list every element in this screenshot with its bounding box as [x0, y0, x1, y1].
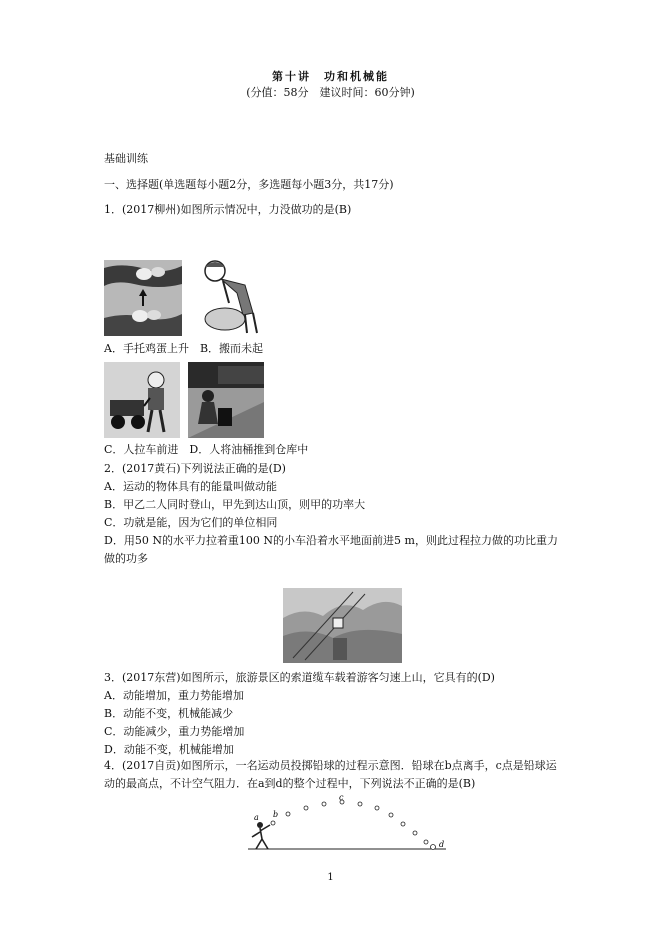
q3-option-b: B．动能不变，机械能减少 — [104, 707, 234, 720]
q3-option-a: A．动能增加，重力势能增加 — [104, 689, 244, 702]
photo-cable-car — [283, 588, 402, 663]
cable-car-mountain-illustration — [283, 588, 402, 663]
page-number: 1 — [327, 872, 334, 883]
q4-stem-cont: 动的最高点，不计空气阻力．在a到d的整个过程中，下列说法不正确的是(B) — [104, 777, 476, 790]
q2-option-a: A．运动的物体具有的能量叫做动能 — [104, 480, 277, 493]
q2-option-c: C．功就是能，因为它们的单位相同 — [104, 516, 278, 529]
person-lifting-rock-illustration — [193, 257, 263, 336]
q3-option-d: D．动能不变，机械能增加 — [104, 743, 234, 756]
q1-caption-ab: A．手托鸡蛋上升 B．搬而未起 — [104, 342, 264, 355]
q1-stem: 1．(2017柳州)如图所示情况中，力没做功的是(B) — [104, 203, 352, 216]
photo-hands-eggs — [104, 260, 182, 336]
page-title: 第十讲 功和机械能 — [272, 70, 389, 83]
q2-option-d-cont: 做的功多 — [104, 552, 148, 565]
section-heading: 基础训练 — [104, 152, 148, 165]
athlete-head — [257, 822, 263, 828]
q4-stem: 4．(2017自贡)如图所示，一名运动员投掷铅球的过程示意图．铅球在b点离手，c点是铅球运 — [104, 759, 557, 772]
photo-pull-cart — [104, 362, 180, 438]
shot-put-diagram — [240, 795, 450, 857]
q2-option-d: D．用50 N的水平力拉着重100 N的小车沿着水平地面前进5 m，则此过程拉力做的功比重力 — [104, 534, 558, 547]
photo-lift-rock — [193, 257, 263, 336]
q3-option-c: C．动能减少，重力势能增加 — [104, 725, 245, 738]
athlete-figure — [252, 825, 270, 849]
photo-push-barrel — [188, 362, 264, 438]
shot-put-trajectory — [240, 795, 450, 857]
q2-option-b: B．甲乙二人同时登山，甲先到达山顶，则甲的功率大 — [104, 498, 366, 511]
person-pushing-barrel-illustration — [188, 362, 264, 438]
hands-eggs-illustration — [104, 260, 182, 336]
person-pulling-cart-illustration — [104, 362, 180, 438]
point-c-label: c — [339, 795, 344, 802]
q2-stem: 2．(2017黄石)下列说法正确的是(D) — [104, 462, 286, 475]
point-b-label: b — [273, 810, 279, 819]
q1-caption-cd: C．人拉车前进 D．人将油桶推到仓库中 — [104, 443, 309, 456]
q3-stem: 3．(2017东营)如图所示，旅游景区的索道缆车载着游客匀速上山，它具有的(D) — [104, 671, 495, 684]
point-a-label: a — [254, 813, 259, 822]
part-heading: 一、选择题(单选题每小题2分，多选题每小题3分，共17分) — [104, 178, 394, 191]
score-time-info: (分值：58分 建议时间：60分钟) — [246, 86, 415, 99]
point-d-label: d — [439, 840, 445, 849]
